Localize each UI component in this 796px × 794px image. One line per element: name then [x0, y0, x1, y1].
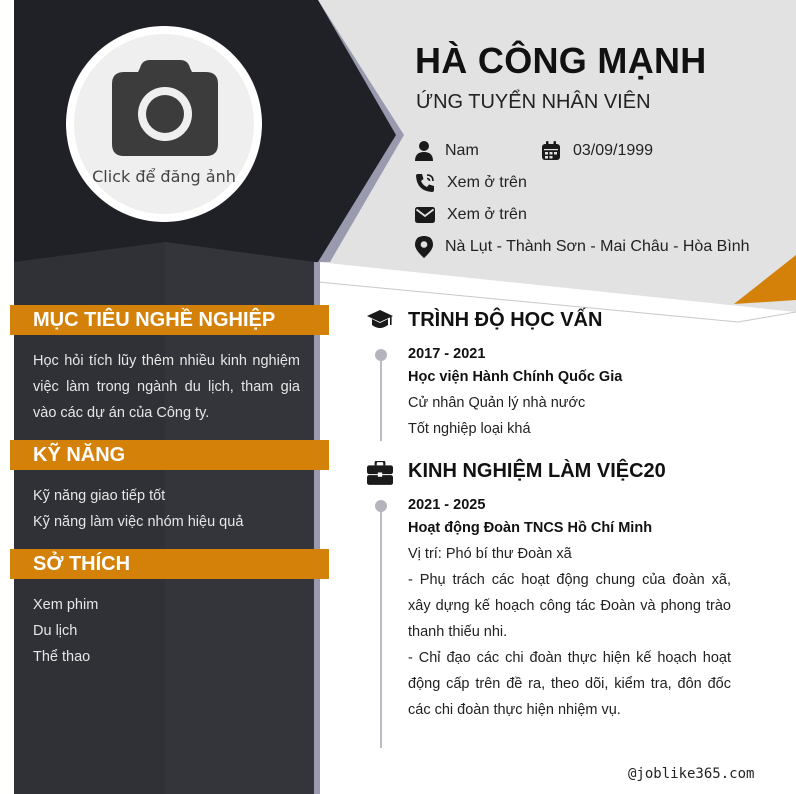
- experience-org: Hoạt động Đoàn TNCS Hồ Chí Minh: [408, 520, 653, 536]
- phone-row: [415, 171, 527, 195]
- experience-timeline: [380, 506, 382, 748]
- location-pin-icon: [415, 236, 433, 258]
- experience-role: Vị trí: Phó bí thư Đoàn xã: [408, 546, 572, 562]
- experience-heading: KINH NGHIỆM LÀM VIỆC20: [408, 460, 666, 482]
- camera-icon: [110, 60, 220, 156]
- list-item: Xem phim: [33, 597, 99, 613]
- education-degree: Cử nhân Quản lý nhà nước: [408, 395, 586, 411]
- avatar[interactable]: [66, 26, 262, 222]
- experience-duty: - Chỉ đạo các chi đoàn thực hiện kế hoạch hoạt động cấp trên đề ra, theo dõi, kiểm tra, đôn đốc các chi đoàn thực hiện nhiệm vụ.: [408, 650, 731, 718]
- user-icon: [415, 141, 433, 161]
- objective-text: Học hỏi tích lũy thêm nhiều kinh nghiệm việc làm trong ngành du lịch, tham gia vào các dự án của Công ty.: [33, 353, 300, 421]
- objective-heading: MỤC TIÊU NGHỀ NGHIỆP: [10, 305, 329, 335]
- email-value: Xem ở trên: [447, 206, 527, 223]
- list-item: Du lịch: [33, 623, 78, 639]
- hobbies-heading: SỞ THÍCH: [10, 549, 329, 579]
- list-item: Thể thao: [33, 649, 91, 665]
- education-period: 2017 - 2021: [408, 346, 486, 362]
- phone-value: Xem ở trên: [447, 174, 527, 191]
- calendar-icon: [541, 141, 561, 161]
- site-watermark: @joblike365.com: [628, 766, 755, 782]
- applied-position: ỨNG TUYỂN NHÂN VIÊN: [416, 91, 651, 113]
- address-value: Nà Lụt - Thành Sơn - Mai Châu - Hòa Bình: [445, 238, 750, 255]
- graduation-cap-icon: [367, 309, 393, 333]
- education-grade: Tốt nghiệp loại khá: [408, 421, 531, 437]
- experience-duty: - Phụ trách các hoạt động chung của đoàn xã, xây dựng kế hoạch công tác Đoàn và phong trào thanh thiếu nhi.: [408, 572, 731, 640]
- list-item: Kỹ năng giao tiếp tốt: [33, 488, 166, 504]
- list-item: Kỹ năng làm việc nhóm hiệu quả: [33, 514, 244, 530]
- skills-heading: KỸ NĂNG: [10, 440, 329, 470]
- gender-row: [415, 139, 479, 163]
- gender-value: Nam: [445, 142, 479, 159]
- candidate-name: HÀ CÔNG MẠNH: [415, 40, 707, 81]
- address-row: [415, 235, 750, 259]
- experience-period: 2021 - 2025: [408, 497, 486, 513]
- avatar-placeholder[interactable]: [74, 34, 254, 214]
- skills-list: [33, 483, 243, 535]
- briefcase-icon: [367, 461, 393, 485]
- timeline-dot: [375, 349, 387, 361]
- education-school: Học viện Hành Chính Quốc Gia: [408, 369, 623, 385]
- email-row: [415, 203, 527, 227]
- phone-icon: [415, 173, 435, 193]
- envelope-icon: [415, 207, 435, 223]
- education-timeline: [380, 355, 382, 441]
- avatar-upload-label[interactable]: Click để đăng ảnh: [92, 167, 236, 186]
- hobbies-list: [33, 592, 98, 670]
- timeline-dot: [375, 500, 387, 512]
- birthday-value: 03/09/1999: [573, 142, 654, 159]
- birthday-row: [541, 139, 653, 163]
- education-heading: TRÌNH ĐỘ HỌC VẤN: [408, 309, 603, 331]
